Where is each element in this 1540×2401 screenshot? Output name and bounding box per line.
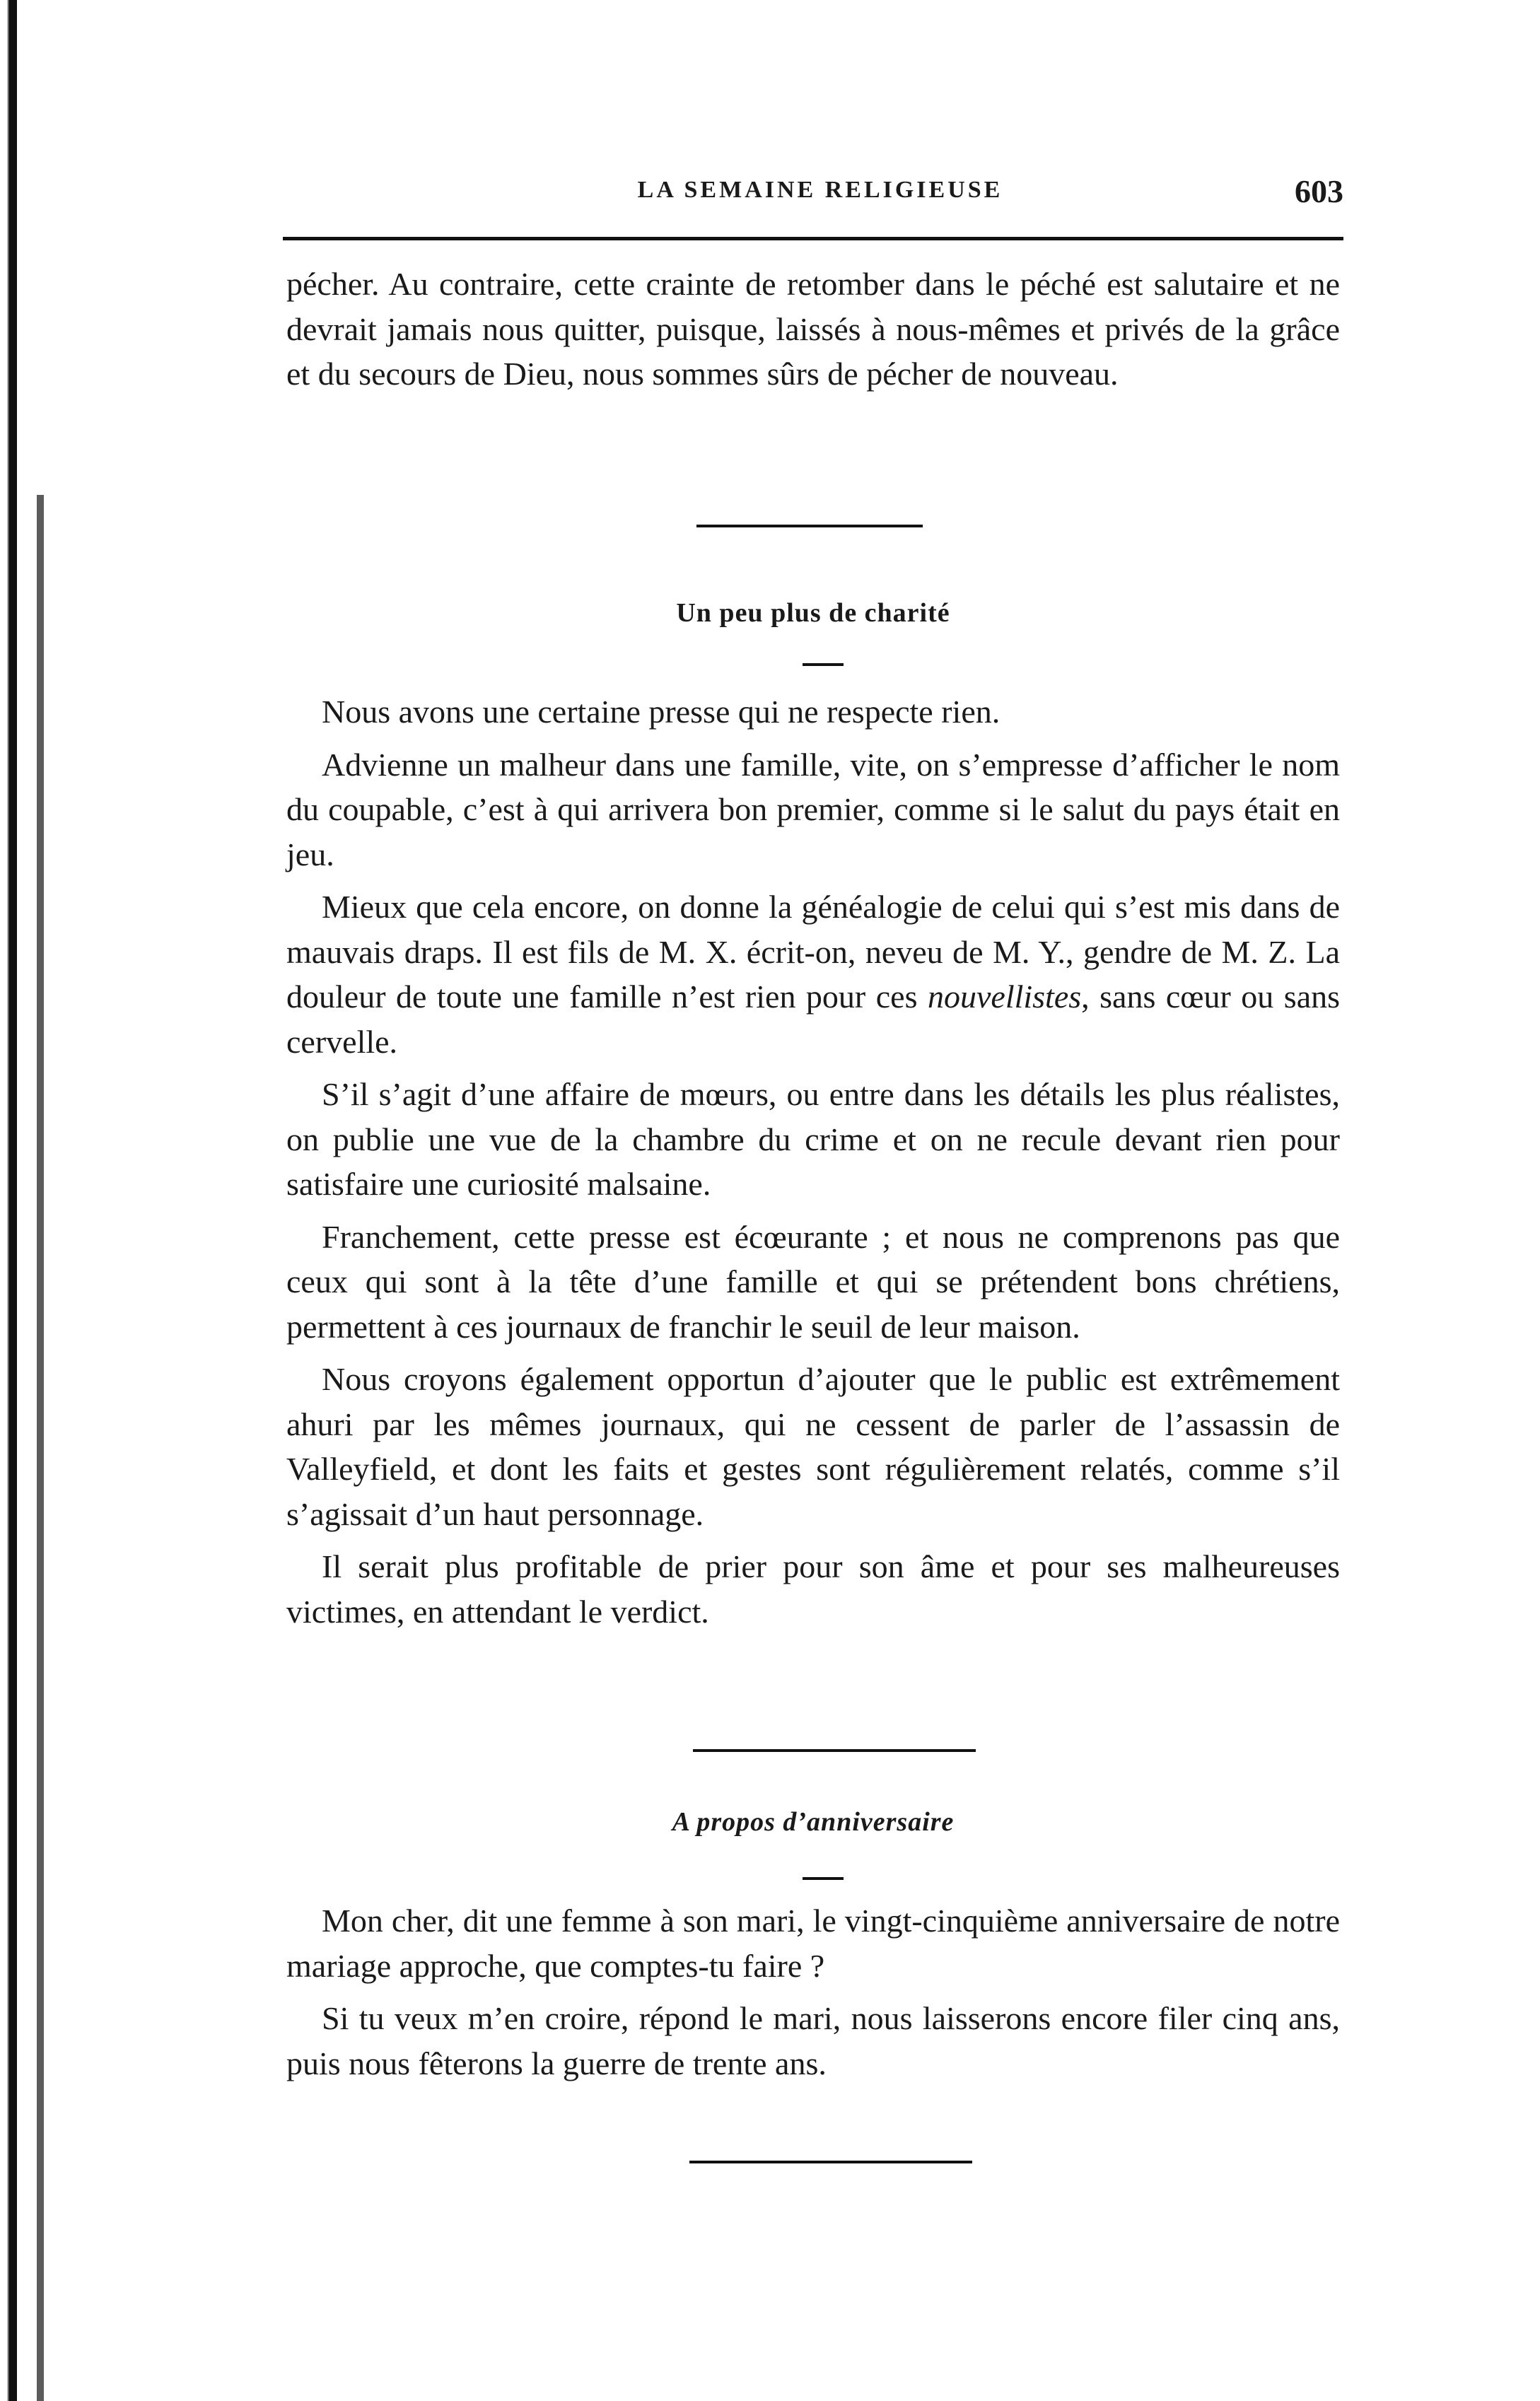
paragraph: Si tu veux m’en croire, répond le mari, nous laisserons encore filer cinq ans, puis nous fêterons la guerre de trente ans. (286, 2000, 1340, 2081)
scan-margin-shadow (0, 0, 17, 2401)
header-rule (283, 237, 1343, 240)
section-separator-3 (689, 2161, 972, 2163)
paragraph: Nous avons une certaine presse qui ne respecte rien. (322, 694, 1001, 730)
section-title-anniversaire: A propos d’anniversaire (672, 1807, 955, 1837)
paragraph: Nous croyons également opportun d’ajouter que le public est extrêmement ahuri par les mêmes journaux, qui ne cessent de parler de l’assassin de Valleyfield, et dont les faits et gestes sont régulièrement relatés, comme s’il s’agissait d’un haut personnage. (286, 1361, 1340, 1532)
italic-word: nouvellistes (927, 978, 1082, 1015)
section-anniversaire-body (286, 1898, 1340, 2086)
page-header (283, 173, 1343, 219)
paragraph: Advienne un malheur dans une famille, vite, on s’empresse d’afficher le nom du coupable, c’est à qui arrivera bon premier, comme si le salut du pays était en jeu. (286, 746, 1340, 872)
paragraph: Il serait plus profitable de prier pour son âme et pour ses malheureuses victimes, en attendant le verdict. (286, 1548, 1340, 1630)
scan-binding-edge (37, 495, 44, 2401)
title-underline-2 (803, 1877, 844, 1880)
paragraph (286, 884, 1340, 1064)
paragraph: S’il s’agit d’une affaire de mœurs, ou entre dans les détails les plus réalistes, on publie une vue de la chambre du crime et on ne recule devant rien pour satisfaire une curiosité malsaine. (286, 1076, 1340, 1202)
title-underline-1 (803, 663, 844, 666)
section-separator-1 (696, 525, 923, 527)
intro-text: pécher. Au contraire, cette crainte de retomber dans le péché est salutaire et ne devrait jamais nous quitter, puisque, laissés à nous-mêmes et privés de la grâce et du secours de Dieu, nous sommes sûrs de pécher de nouveau. (286, 266, 1340, 392)
section-title-charite: Un peu plus de charité (676, 598, 950, 628)
paragraph: Mon cher, dit une femme à son mari, le vingt-cinquième anniversaire de notre mariage approche, que comptes-tu faire ? (286, 1903, 1340, 1984)
intro-paragraph (286, 262, 1340, 397)
page-number: 603 (1295, 173, 1343, 209)
section-separator-2 (693, 1749, 976, 1752)
paragraph-text: Mieux que cela encore, on donne la généalogie de celui qui s’est mis dans de mauvais draps. Il est fils de M. X. écrit-on, neveu de M. Y., gendre de M. Z. La douleur de toute une famille n’est rien pour ces (286, 889, 1340, 1015)
running-title: LA SEMAINE RELIGIEUSE (637, 177, 1003, 203)
paragraph-text-tail: , sans cœur ou sans cervelle. (286, 978, 1341, 1060)
section-charite-body (286, 689, 1340, 1634)
paragraph: Franchement, cette presse est écœurante ; et nous ne comprenons pas que ceux qui sont à la tête d’une famille et qui se prétendent bons chrétiens, permettent à ces journaux de franchir le seuil de leur maison. (286, 1218, 1340, 1345)
